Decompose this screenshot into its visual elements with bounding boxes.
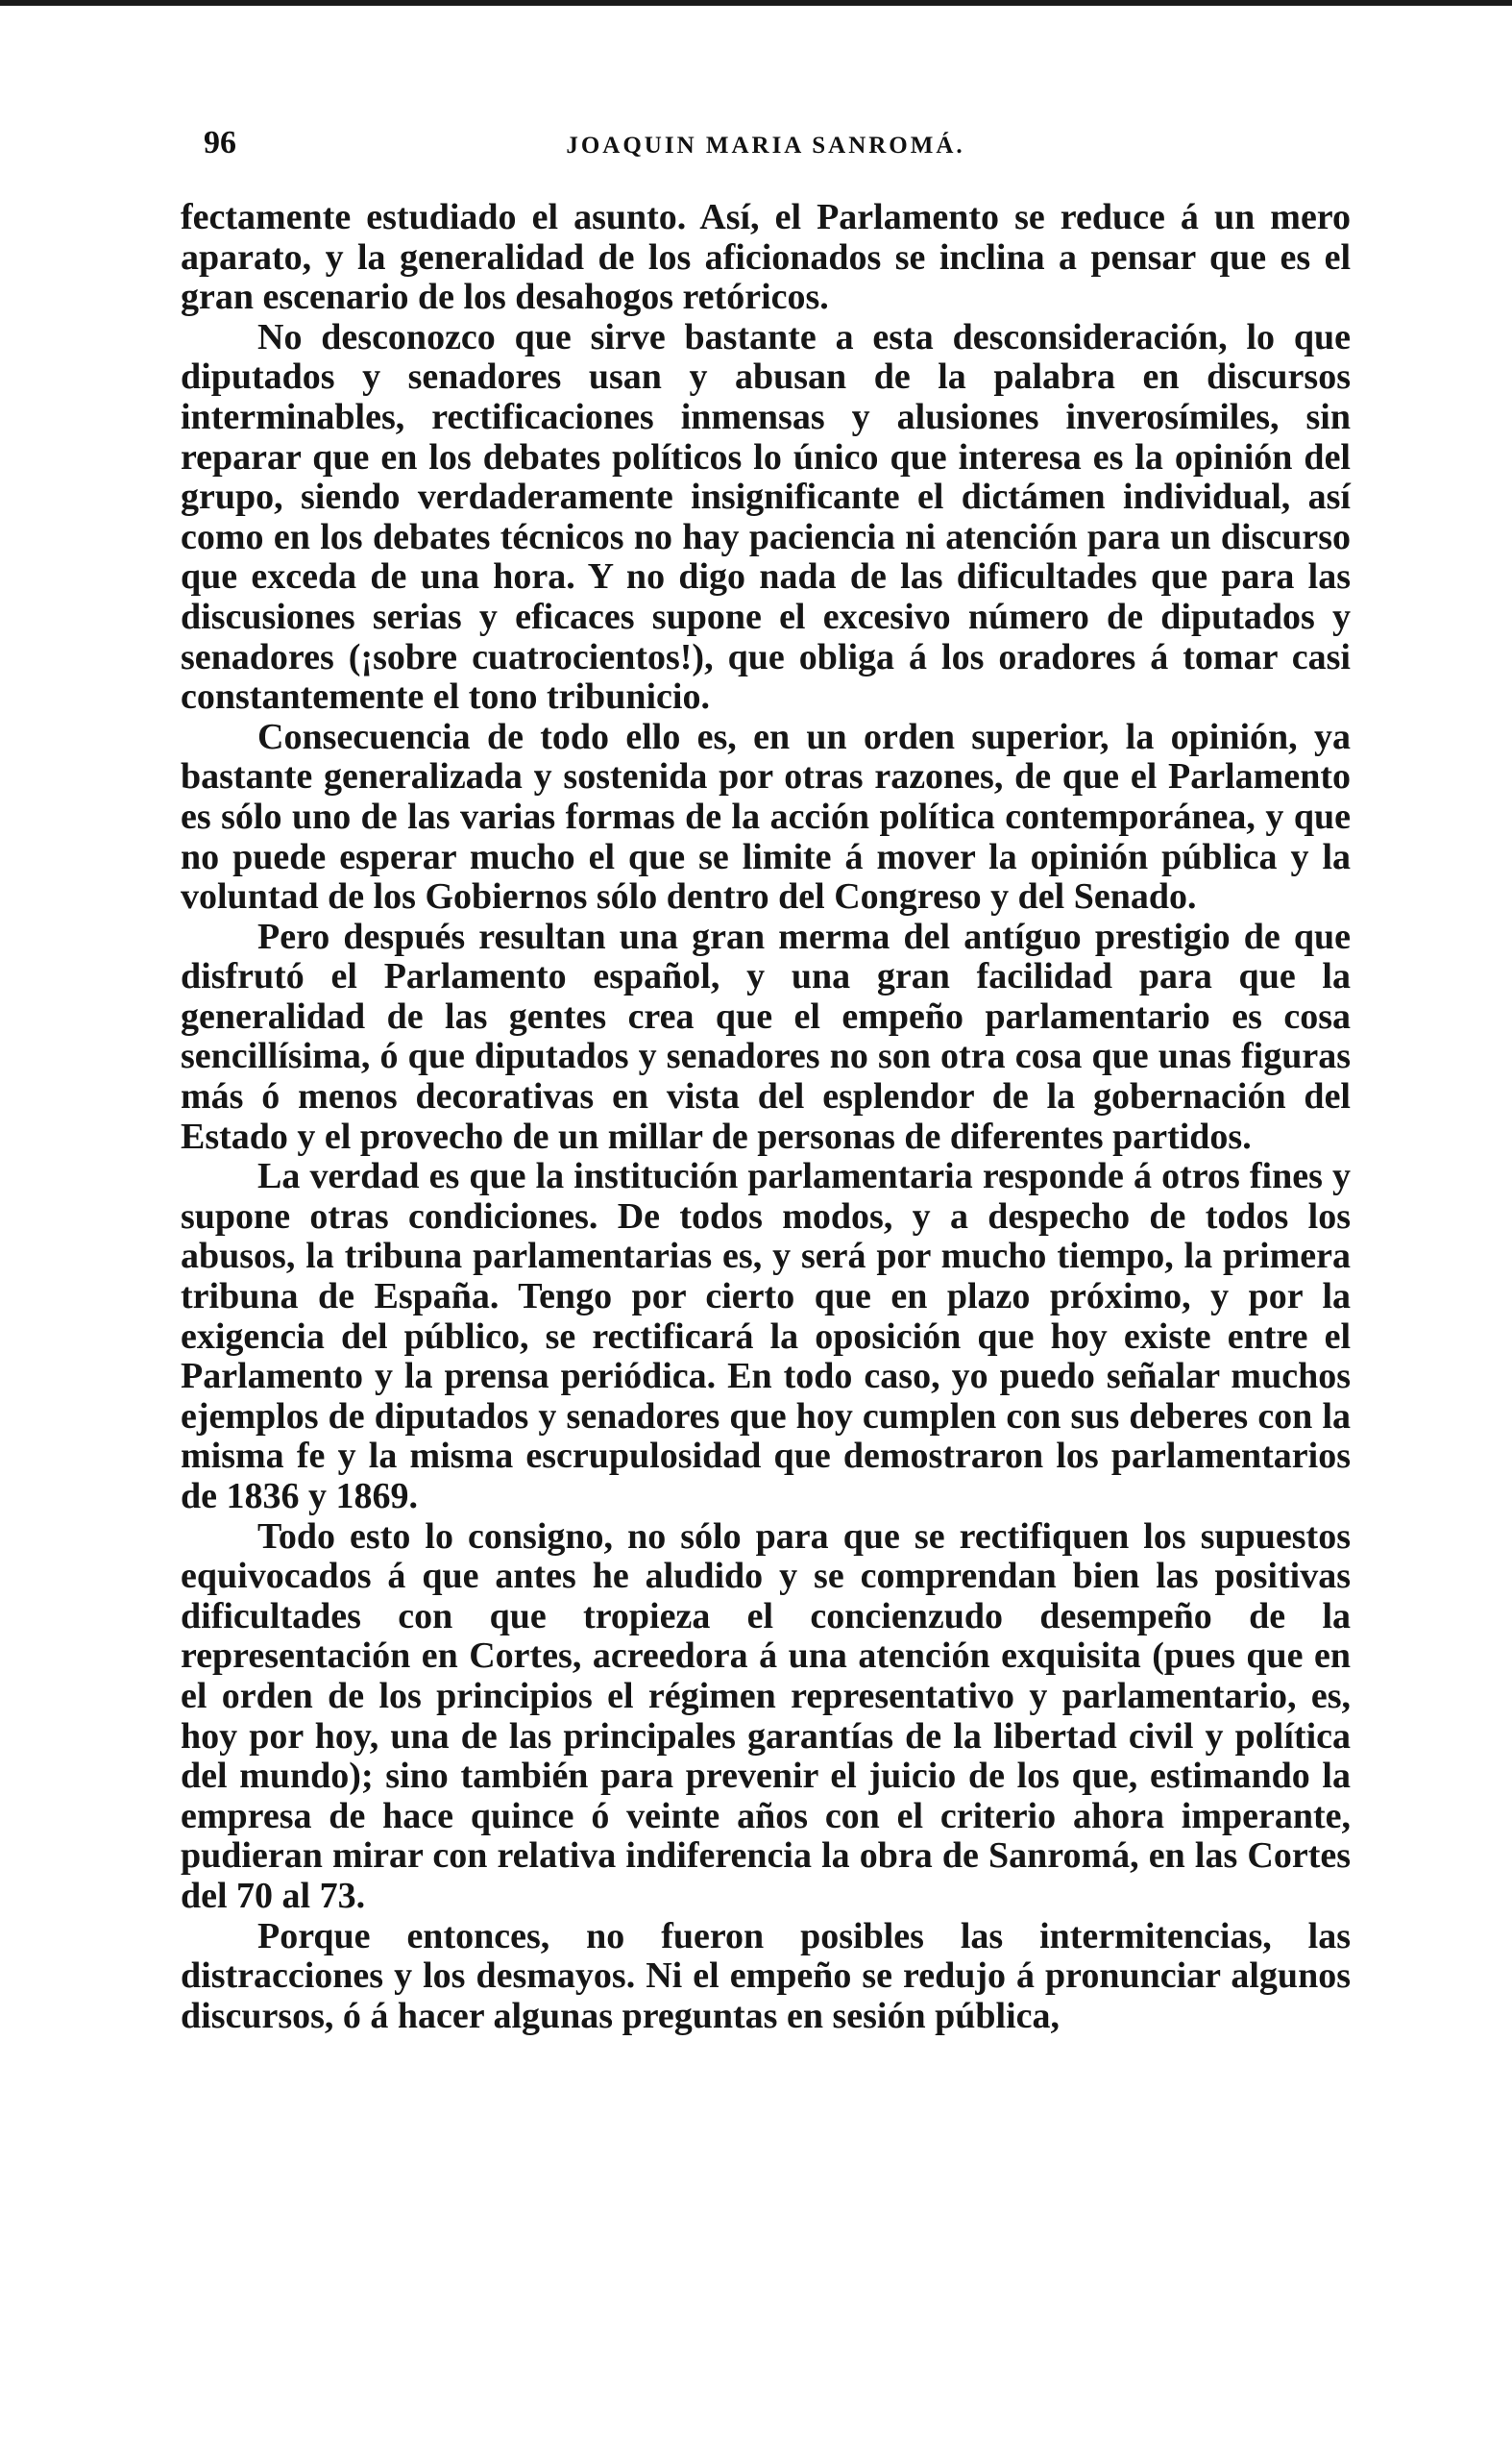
body-text xyxy=(181,198,1351,2036)
top-border-rule xyxy=(0,0,1512,6)
paragraph-3: Consecuencia de todo ello es, en un orden superior, la opinión, ya bastante generalizada y sostenida por otras razones, de que el Parlamento es sólo uno de las varias formas de la acción política contemporánea, y que no puede esperar mucho el que se limite á mover la opinión pública y la voluntad de los Gobiernos sólo dentro del Congreso y del Senado. xyxy=(181,716,1351,918)
running-title: JOAQUIN MARIA SANROMÁ. xyxy=(566,133,965,159)
page-number: 96 xyxy=(204,125,236,160)
paragraph-4: Pero después resultan una gran merma del antíguo prestigio de que disfrutó el Parlamento español, y una gran facilidad para que la generalidad de las gentes crea que el empeño parlamentario es cosa sencillísima, ó que diputados y senadores no son otra cosa que unas figuras más ó menos decorativas en vista del esplendor de la gobernación del Estado y el provecho de un millar de personas de diferentes partidos. xyxy=(181,916,1351,1157)
book-page xyxy=(181,125,1351,2036)
paragraph-5: La verdad es que la institución parlamentaria responde á otros fines y supone otras condiciones. De todos modos, y a despecho de todos los abusos, la tribuna parlamentarias es, y será por mucho tiempo, la primera tribuna de España. Tengo por cierto que en plazo próximo, y por la exigencia del público, se rectificará la oposición que hoy existe entre el Parlamento y la prensa periódica. En todo caso, yo puedo señalar muchos ejemplos de diputados y senadores que hoy cumplen con sus deberes con la misma fe y la misma escrupulosidad que demostraron los parlamentarios de 1836 y 1869. xyxy=(181,1156,1351,1516)
page-header xyxy=(181,125,1351,179)
paragraph-6: Todo esto lo consigno, no sólo para que se rectifiquen los supuestos equivocados á que antes he aludido y se comprendan bien las positivas dificultades con que tropieza el concienzudo desempeño de la representación en Cortes, acreedora á una atención exquisita (pues que en el orden de los principios el régimen representativo y parlamentario, es, hoy por hoy, una de las principales garantías de la libertad civil y política del mundo); sino también para prevenir el juicio de los que, estimando la empresa de hace quince ó veinte años con el criterio ahora imperante, pudieran mirar con relativa indiferencia la obra de Sanromá, en las Cortes del 70 al 73. xyxy=(181,1515,1351,1916)
paragraph-1: fectamente estudiado el asunto. Así, el Parlamento se reduce á un mero aparato, y la generalidad de los aficionados se inclina a pensar que es el gran escenario de los desahogos retóricos. xyxy=(181,197,1351,318)
paragraph-2: No desconozco que sirve bastante a esta desconsideración, lo que diputados y senadores usan y abusan de la palabra en discursos interminables, rectificaciones inmensas y alusiones inverosímiles, sin reparar que en los debates políticos lo único que interesa es la opinión del grupo, siendo verdaderamente insignificante el dictámen individual, así como en los debates técnicos no hay paciencia ni atención para un discurso que exceda de una hora. Y no digo nada de las dificultades que para las discusiones serias y eficaces supone el excesivo número de diputados y senadores (¡sobre cuatrocientos!), que obliga á los oradores á tomar casi constantemente el tono tribunicio. xyxy=(181,316,1351,718)
paragraph-7: Porque entonces, no fueron posibles las intermitencias, las distracciones y los desmayos. Ni el empeño se redujo á pronunciar algunos discursos, ó á hacer algunas preguntas en sesión pública, xyxy=(181,1915,1351,2036)
